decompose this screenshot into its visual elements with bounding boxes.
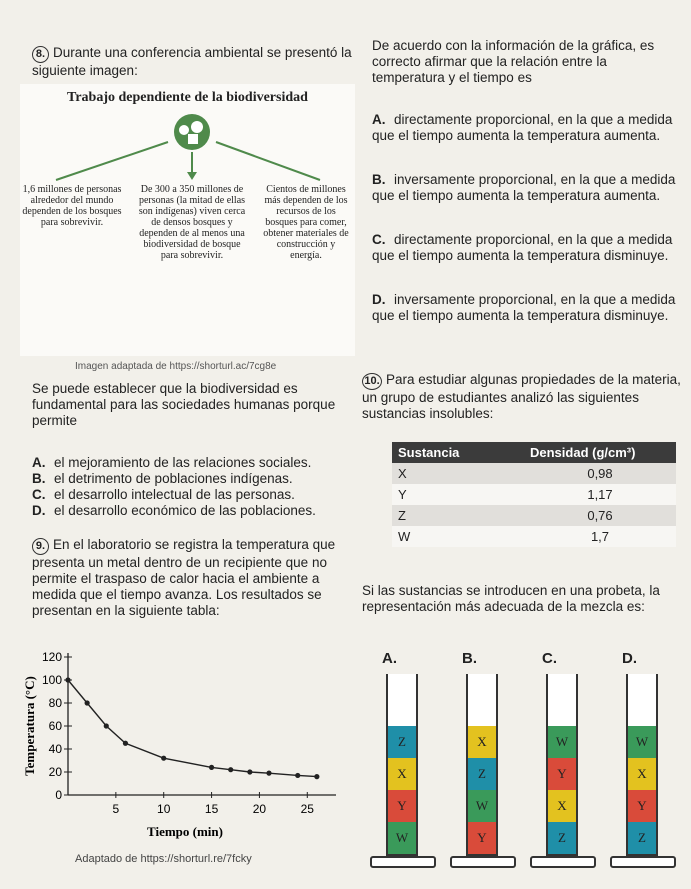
table-header-sustancia: Sustancia <box>392 442 524 463</box>
cylinder-base <box>610 856 676 868</box>
layer-z: Z <box>468 758 496 790</box>
q10-number: 10. <box>362 373 382 390</box>
table-row: X 0,98 <box>392 463 676 484</box>
figure-col1: 1,6 millones de personas alrededor del mundo dependen de los bosques para sobrevivir. <box>22 184 122 228</box>
x-tick-label: 15 <box>204 802 219 816</box>
data-point <box>314 774 319 779</box>
layer-x: X <box>468 726 496 758</box>
figure-col2: De 300 a 350 millones de personas (la mitad de ellas son indígenas) viven cerca de densos bosques y dependen de al menos una biodiversidad de bosque para sobrevivir. <box>138 184 246 261</box>
layer-w: W <box>468 790 496 822</box>
layer-z: Z <box>388 726 416 758</box>
layer-w: W <box>628 726 656 758</box>
q9-option-c[interactable]: C. directamente proporcional, en la que a medida que el tiempo aumenta la temperatura disminuye. <box>372 232 673 263</box>
table-row: W 1,7 <box>392 526 676 547</box>
tube-option-d[interactable] <box>610 650 680 880</box>
layer-w: W <box>548 726 576 758</box>
data-point <box>247 769 252 774</box>
cylinder-base <box>530 856 596 868</box>
q9-stem <box>32 537 350 619</box>
tree-icon <box>174 114 210 150</box>
x-tick-label: 20 <box>252 802 267 816</box>
layer-x: X <box>388 758 416 790</box>
graduated-cylinder <box>466 674 498 856</box>
q8-intro-text: Durante una conferencia ambiental se presentó la siguiente imagen: <box>32 45 352 78</box>
layer-y: Y <box>628 790 656 822</box>
q8-option-b[interactable]: B. el detrimento de poblaciones indígenas. <box>32 471 293 486</box>
tube-label: A. <box>382 650 397 667</box>
x-tick-label: 10 <box>157 802 171 816</box>
tube-label: D. <box>622 650 637 667</box>
data-point <box>295 773 300 778</box>
figure-col3: Cientos de millones más dependen de los recursos de los bosques para comer, obtener materiales de construcción y energía. <box>263 184 349 261</box>
y-tick-label: 20 <box>48 765 62 779</box>
tube-option-b[interactable] <box>450 650 520 880</box>
q8-number: 8. <box>32 46 49 63</box>
data-point <box>123 741 128 746</box>
tube-options <box>370 650 680 880</box>
data-point <box>161 756 166 761</box>
y-tick-label: 40 <box>48 742 62 756</box>
tube-label: C. <box>542 650 557 667</box>
figure-title: Trabajo dependiente de la biodiversidad <box>67 90 308 105</box>
q9-source: Adaptado de https://shorturl.re/7fcky <box>75 853 252 865</box>
density-table <box>392 442 676 547</box>
x-tick-label: 5 <box>112 802 120 816</box>
q10-stem: Si las sustancias se introducen en una probeta, la representación más adecuada de la mezcla es: <box>362 583 660 614</box>
q9-option-b[interactable]: B. inversamente proporcional, en la que a medida que el tiempo aumenta la temperatura aumenta. <box>372 172 676 203</box>
graduated-cylinder <box>546 674 578 856</box>
layer-y: Y <box>548 758 576 790</box>
y-tick-label: 80 <box>48 696 62 710</box>
data-point <box>65 677 70 682</box>
layer-z: Z <box>628 822 656 854</box>
q10-intro <box>362 372 682 422</box>
q9-number: 9. <box>32 538 49 555</box>
density-table-wrap <box>392 442 676 547</box>
tube-option-a[interactable] <box>370 650 440 880</box>
data-point <box>266 771 271 776</box>
q8-stem: Se puede establecer que la biodiversidad es fundamental para las sociedades humanas porque permite <box>32 381 336 428</box>
q8-option-d[interactable]: D. el desarrollo económico de las poblaciones. <box>32 503 316 518</box>
biodiversity-figure <box>20 84 355 356</box>
q8-option-a[interactable]: A. el mejoramiento de las relaciones sociales. <box>32 455 312 470</box>
cylinder-base <box>450 856 516 868</box>
layer-y: Y <box>468 822 496 854</box>
y-tick-label: 120 <box>41 650 62 664</box>
tube-option-c[interactable] <box>530 650 600 880</box>
table-row: Y 1,17 <box>392 484 676 505</box>
graduated-cylinder <box>386 674 418 856</box>
q8-option-c[interactable]: C. el desarrollo intelectual de las personas. <box>32 487 295 502</box>
x-tick-label: 25 <box>300 802 314 816</box>
figure-source: Imagen adaptada de https://shorturl.ac/7cg8e <box>75 361 277 372</box>
data-point <box>104 723 109 728</box>
q8-intro <box>32 45 352 79</box>
cylinder-base <box>370 856 436 868</box>
temperature-chart <box>20 640 350 840</box>
data-point <box>209 765 214 770</box>
chart-xlabel: Tiempo (min) <box>147 824 223 839</box>
table-header-densidad: Densidad (g/cm³) <box>524 442 676 463</box>
q9-option-d[interactable]: D. inversamente proporcional, en la que a medida que el tiempo aumenta la temperatura disminuye. <box>372 292 676 323</box>
layer-y: Y <box>388 790 416 822</box>
data-point <box>228 767 233 772</box>
chart-ylabel: Temperatura (°C) <box>22 676 37 776</box>
q9-question: De acuerdo con la información de la gráfica, es correcto afirmar que la relación entre la temperatura y el tiempo es <box>372 38 655 85</box>
layer-w: W <box>388 822 416 854</box>
q9-stem-text: En el laboratorio se registra la temperatura que presenta un metal dentro de un recipiente que no permite el traspaso de calor hacia el ambiente a medida que el tiempo avanza. Los resultados se presentan en la siguiente tabla: <box>32 537 336 618</box>
table-row: Z 0,76 <box>392 505 676 526</box>
data-point <box>85 700 90 705</box>
graduated-cylinder <box>626 674 658 856</box>
tube-label: B. <box>462 650 477 667</box>
y-tick-label: 60 <box>48 719 62 733</box>
q10-intro-text: Para estudiar algunas propiedades de la materia, un grupo de estudiantes analizó las siguientes sustancias insolubles: <box>362 372 681 421</box>
y-tick-label: 0 <box>55 788 62 802</box>
layer-x: X <box>628 758 656 790</box>
y-tick-label: 100 <box>41 673 62 687</box>
q9-option-a[interactable]: A. directamente proporcional, en la que a medida que el tiempo aumenta la temperatura aumenta. <box>372 112 673 143</box>
layer-z: Z <box>548 822 576 854</box>
layer-x: X <box>548 790 576 822</box>
